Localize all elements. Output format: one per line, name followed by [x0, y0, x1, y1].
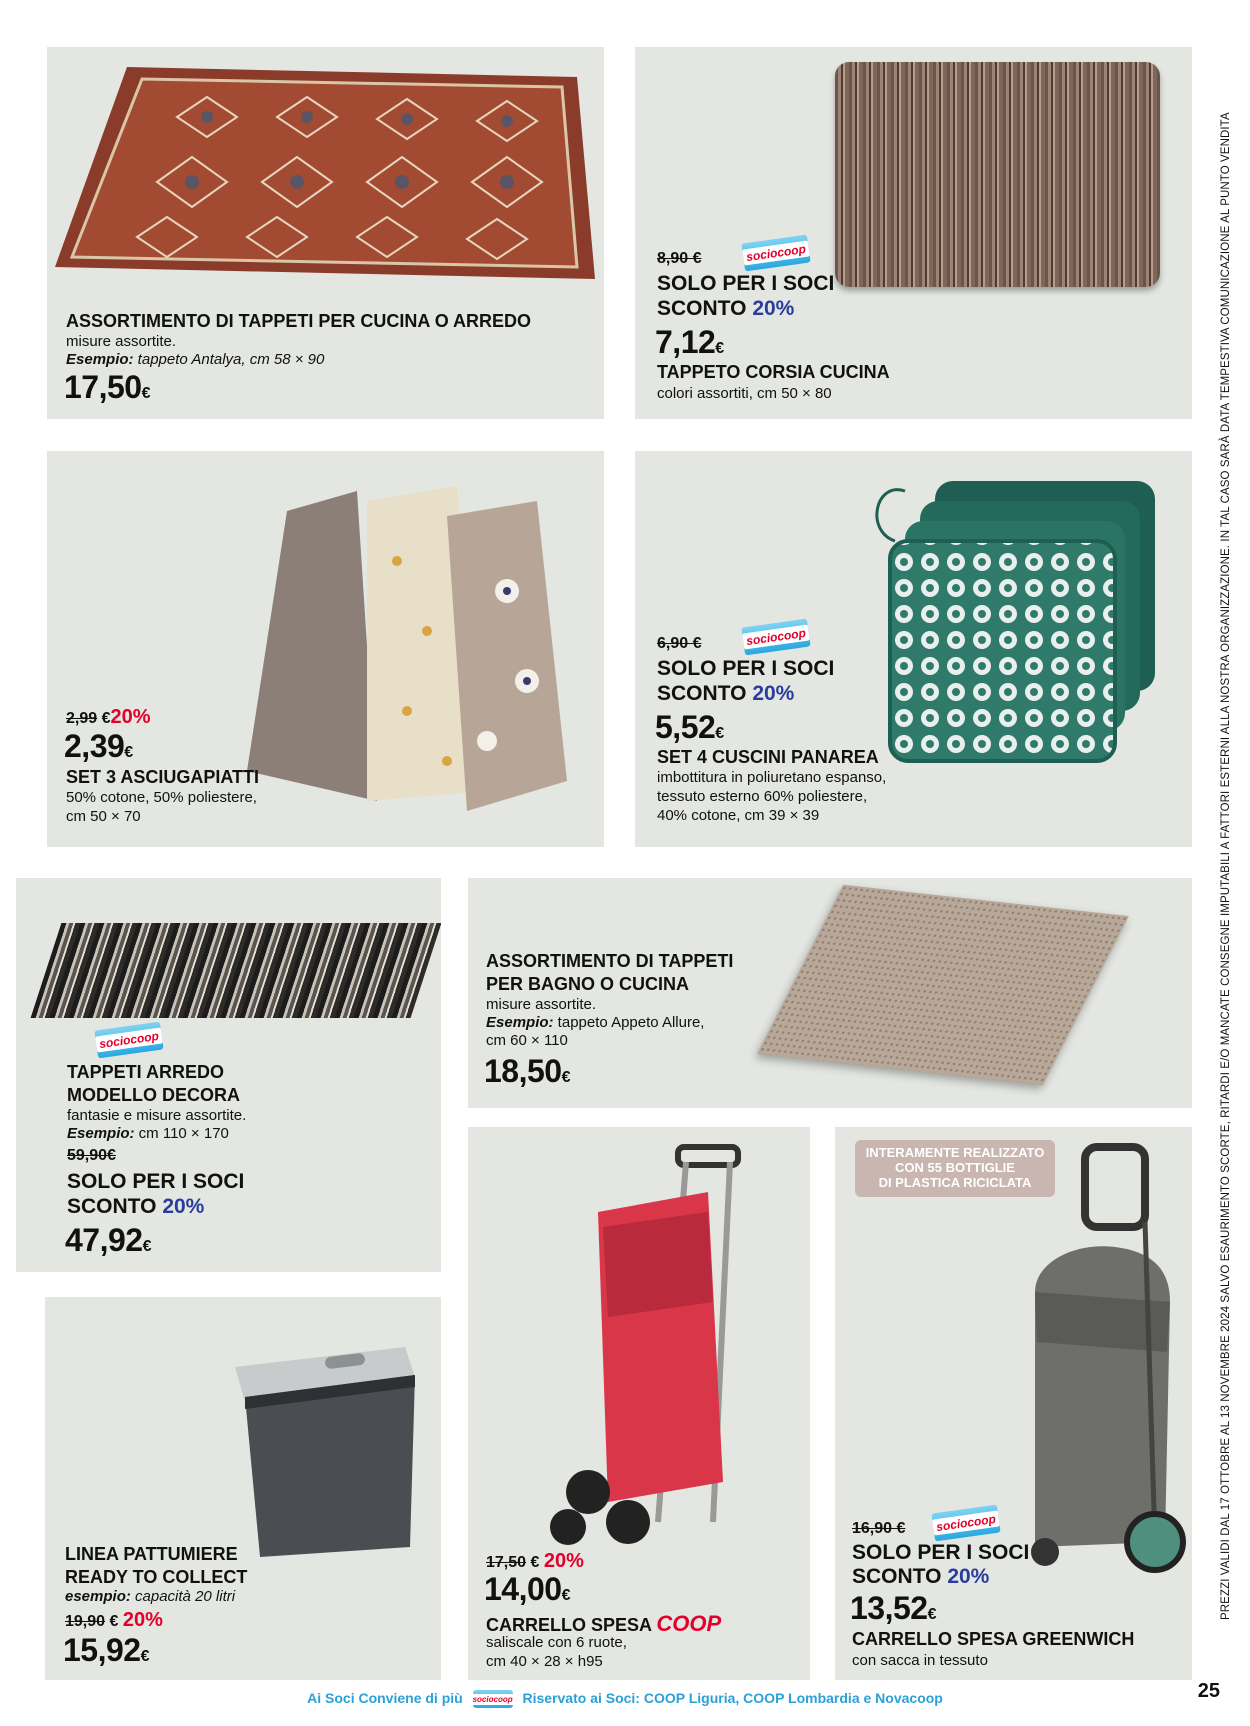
- panarea-solo: SOLO PER I SOCI: [657, 657, 835, 680]
- grey-trolley-image: [995, 1142, 1192, 1582]
- sociocoop-badge: sociocoop: [473, 1690, 513, 1708]
- product-card-asciugapiatti[interactable]: [47, 451, 604, 847]
- panarea-desc3: 40% cotone, cm 39 × 39: [657, 807, 820, 824]
- panarea-sconto: SCONTO 20%: [657, 682, 795, 705]
- corsia-title: TAPPETO CORSIA CUCINA: [657, 362, 890, 382]
- product-card-pattumiere[interactable]: [45, 1297, 441, 1680]
- decora-sconto: SCONTO 20%: [67, 1195, 205, 1218]
- page-number: 25: [1197, 1680, 1220, 1702]
- corsia-desc: colori assortiti, cm 50 × 80: [657, 385, 832, 402]
- asciugapiatti-title: SET 3 ASCIUGAPIATTI: [66, 767, 260, 787]
- allure-example: Esempio: tappeto Appeto Allure,: [486, 1014, 705, 1031]
- decora-price: 47,92€: [65, 1222, 151, 1258]
- pattumiere-title2: READY TO COLLECT: [65, 1567, 248, 1587]
- carrello-desc2: cm 40 × 28 × h95: [486, 1653, 603, 1670]
- decora-title2: MODELLO DECORA: [67, 1085, 240, 1105]
- asciugapiatti-desc2: cm 50 × 70: [66, 808, 141, 825]
- product-card-corsia-rug[interactable]: [635, 47, 1192, 419]
- panarea-old-price: 6,90 €: [657, 635, 702, 652]
- pattumiere-old: 19,90 € 20%: [65, 1609, 163, 1631]
- footer: Ai Soci Conviene di più sociocoop Riservato ai Soci: COOP Liguria, COOP Lombardia e Novacoop: [0, 1690, 1250, 1708]
- antalya-example: Esempio: tappeto Antalya, cm 58 × 90: [66, 351, 325, 368]
- validity-note: PREZZI VALIDI DAL 17 OTTOBRE AL 13 NOVEMBRE 2024 SALVO ESAURIMENTO SCORTE, RITARDI E/O MANCATE CONSEGNE IMPUTABILI A FATTORI ESTERNI ALLA NOSTRA ORGANIZZAZIONE. IN TAL CASO SARÀ DATA TEMPESTIVA COMUNICAZIONE AL PUNTO VENDITA: [1220, 112, 1232, 1620]
- carrello-title: CARRELLO SPESA COOP: [486, 1611, 722, 1636]
- product-card-antalya-rug[interactable]: [47, 47, 604, 419]
- greenwich-desc: con sacca in tessuto: [852, 1652, 988, 1669]
- corsia-price: 7,12€: [655, 324, 724, 360]
- decora-example: Esempio: cm 110 × 170: [67, 1125, 229, 1142]
- allure-desc1: misure assortite.: [486, 996, 597, 1013]
- decora-solo: SOLO PER I SOCI: [67, 1170, 245, 1193]
- allure-price: 18,50€: [484, 1053, 570, 1089]
- red-trolley-image: [508, 1142, 768, 1552]
- corsia-old-price: 8,90 €: [657, 250, 702, 267]
- decora-rug-image: [31, 923, 441, 1018]
- cushions-image: [865, 471, 1185, 781]
- allure-title1: ASSORTIMENTO DI TAPPETI: [486, 951, 734, 971]
- carrello-old: 17,50 € 20%: [486, 1550, 584, 1572]
- corsia-rug-image: [835, 62, 1160, 287]
- greenwich-sconto: SCONTO 20%: [852, 1565, 990, 1588]
- corsia-sconto: SCONTO 20%: [657, 297, 795, 320]
- antalya-desc: misure assortite.: [66, 333, 177, 350]
- decora-desc: fantasie e misure assortite.: [67, 1107, 247, 1124]
- allure-rug-image: [757, 885, 1129, 1085]
- antalya-price: 17,50€: [64, 369, 150, 405]
- asciugapiatti-price: 2,39€: [64, 728, 133, 764]
- corsia-solo: SOLO PER I SOCI: [657, 272, 835, 295]
- product-card-allure-rug[interactable]: [468, 878, 1192, 1108]
- panarea-price: 5,52€: [655, 709, 724, 745]
- sociocoop-badge: sociocoop: [741, 619, 810, 656]
- greenwich-title: CARRELLO SPESA GREENWICH: [852, 1629, 1135, 1649]
- antalya-rug-image: [47, 57, 604, 297]
- panarea-desc1: imbottitura in poliuretano espanso,: [657, 769, 887, 786]
- product-card-greenwich[interactable]: [835, 1127, 1192, 1680]
- sociocoop-badge: sociocoop: [94, 1022, 163, 1059]
- decora-old-price: 59,90€: [67, 1147, 116, 1164]
- allure-title2: PER BAGNO O CUCINA: [486, 974, 690, 994]
- product-card-decora-rug[interactable]: [16, 878, 441, 1272]
- pattumiere-price: 15,92€: [63, 1632, 149, 1668]
- carrello-desc1: saliscale con 6 ruote,: [486, 1634, 627, 1651]
- decora-title1: TAPPETI ARREDO: [67, 1062, 225, 1082]
- product-card-cuscini-panarea[interactable]: [635, 451, 1192, 847]
- sociocoop-badge: sociocoop: [931, 1505, 1000, 1542]
- asciugapiatti-desc1: 50% cotone, 50% poliestere,: [66, 789, 257, 806]
- greenwich-old-price: 16,90 €: [852, 1520, 906, 1537]
- pattumiere-title1: LINEA PATTUMIERE: [65, 1544, 238, 1564]
- recycled-note: INTERAMENTE REALIZZATO CON 55 BOTTIGLIE DI PLASTICA RICICLATA: [855, 1140, 1055, 1197]
- carrello-price: 14,00€: [484, 1571, 570, 1607]
- antalya-title: ASSORTIMENTO DI TAPPETI PER CUCINA O ARREDO: [66, 311, 532, 331]
- product-card-carrello-spesa[interactable]: [468, 1127, 810, 1680]
- waste-bin-image: [205, 1307, 435, 1567]
- coop-logo: COOP: [656, 1611, 722, 1636]
- pattumiere-example: esempio: capacità 20 litri: [65, 1588, 236, 1605]
- greenwich-solo: SOLO PER I SOCI: [852, 1541, 1030, 1564]
- sociocoop-badge: sociocoop: [741, 235, 810, 272]
- greenwich-price: 13,52€: [850, 1590, 936, 1626]
- panarea-desc2: tessuto esterno 60% poliestere,: [657, 788, 868, 805]
- allure-desc2: cm 60 × 110: [486, 1032, 568, 1049]
- asciugapiatti-old: 2,99 €20%: [66, 706, 151, 728]
- tea-towels-image: [227, 471, 597, 841]
- panarea-title: SET 4 CUSCINI PANAREA: [657, 747, 879, 767]
